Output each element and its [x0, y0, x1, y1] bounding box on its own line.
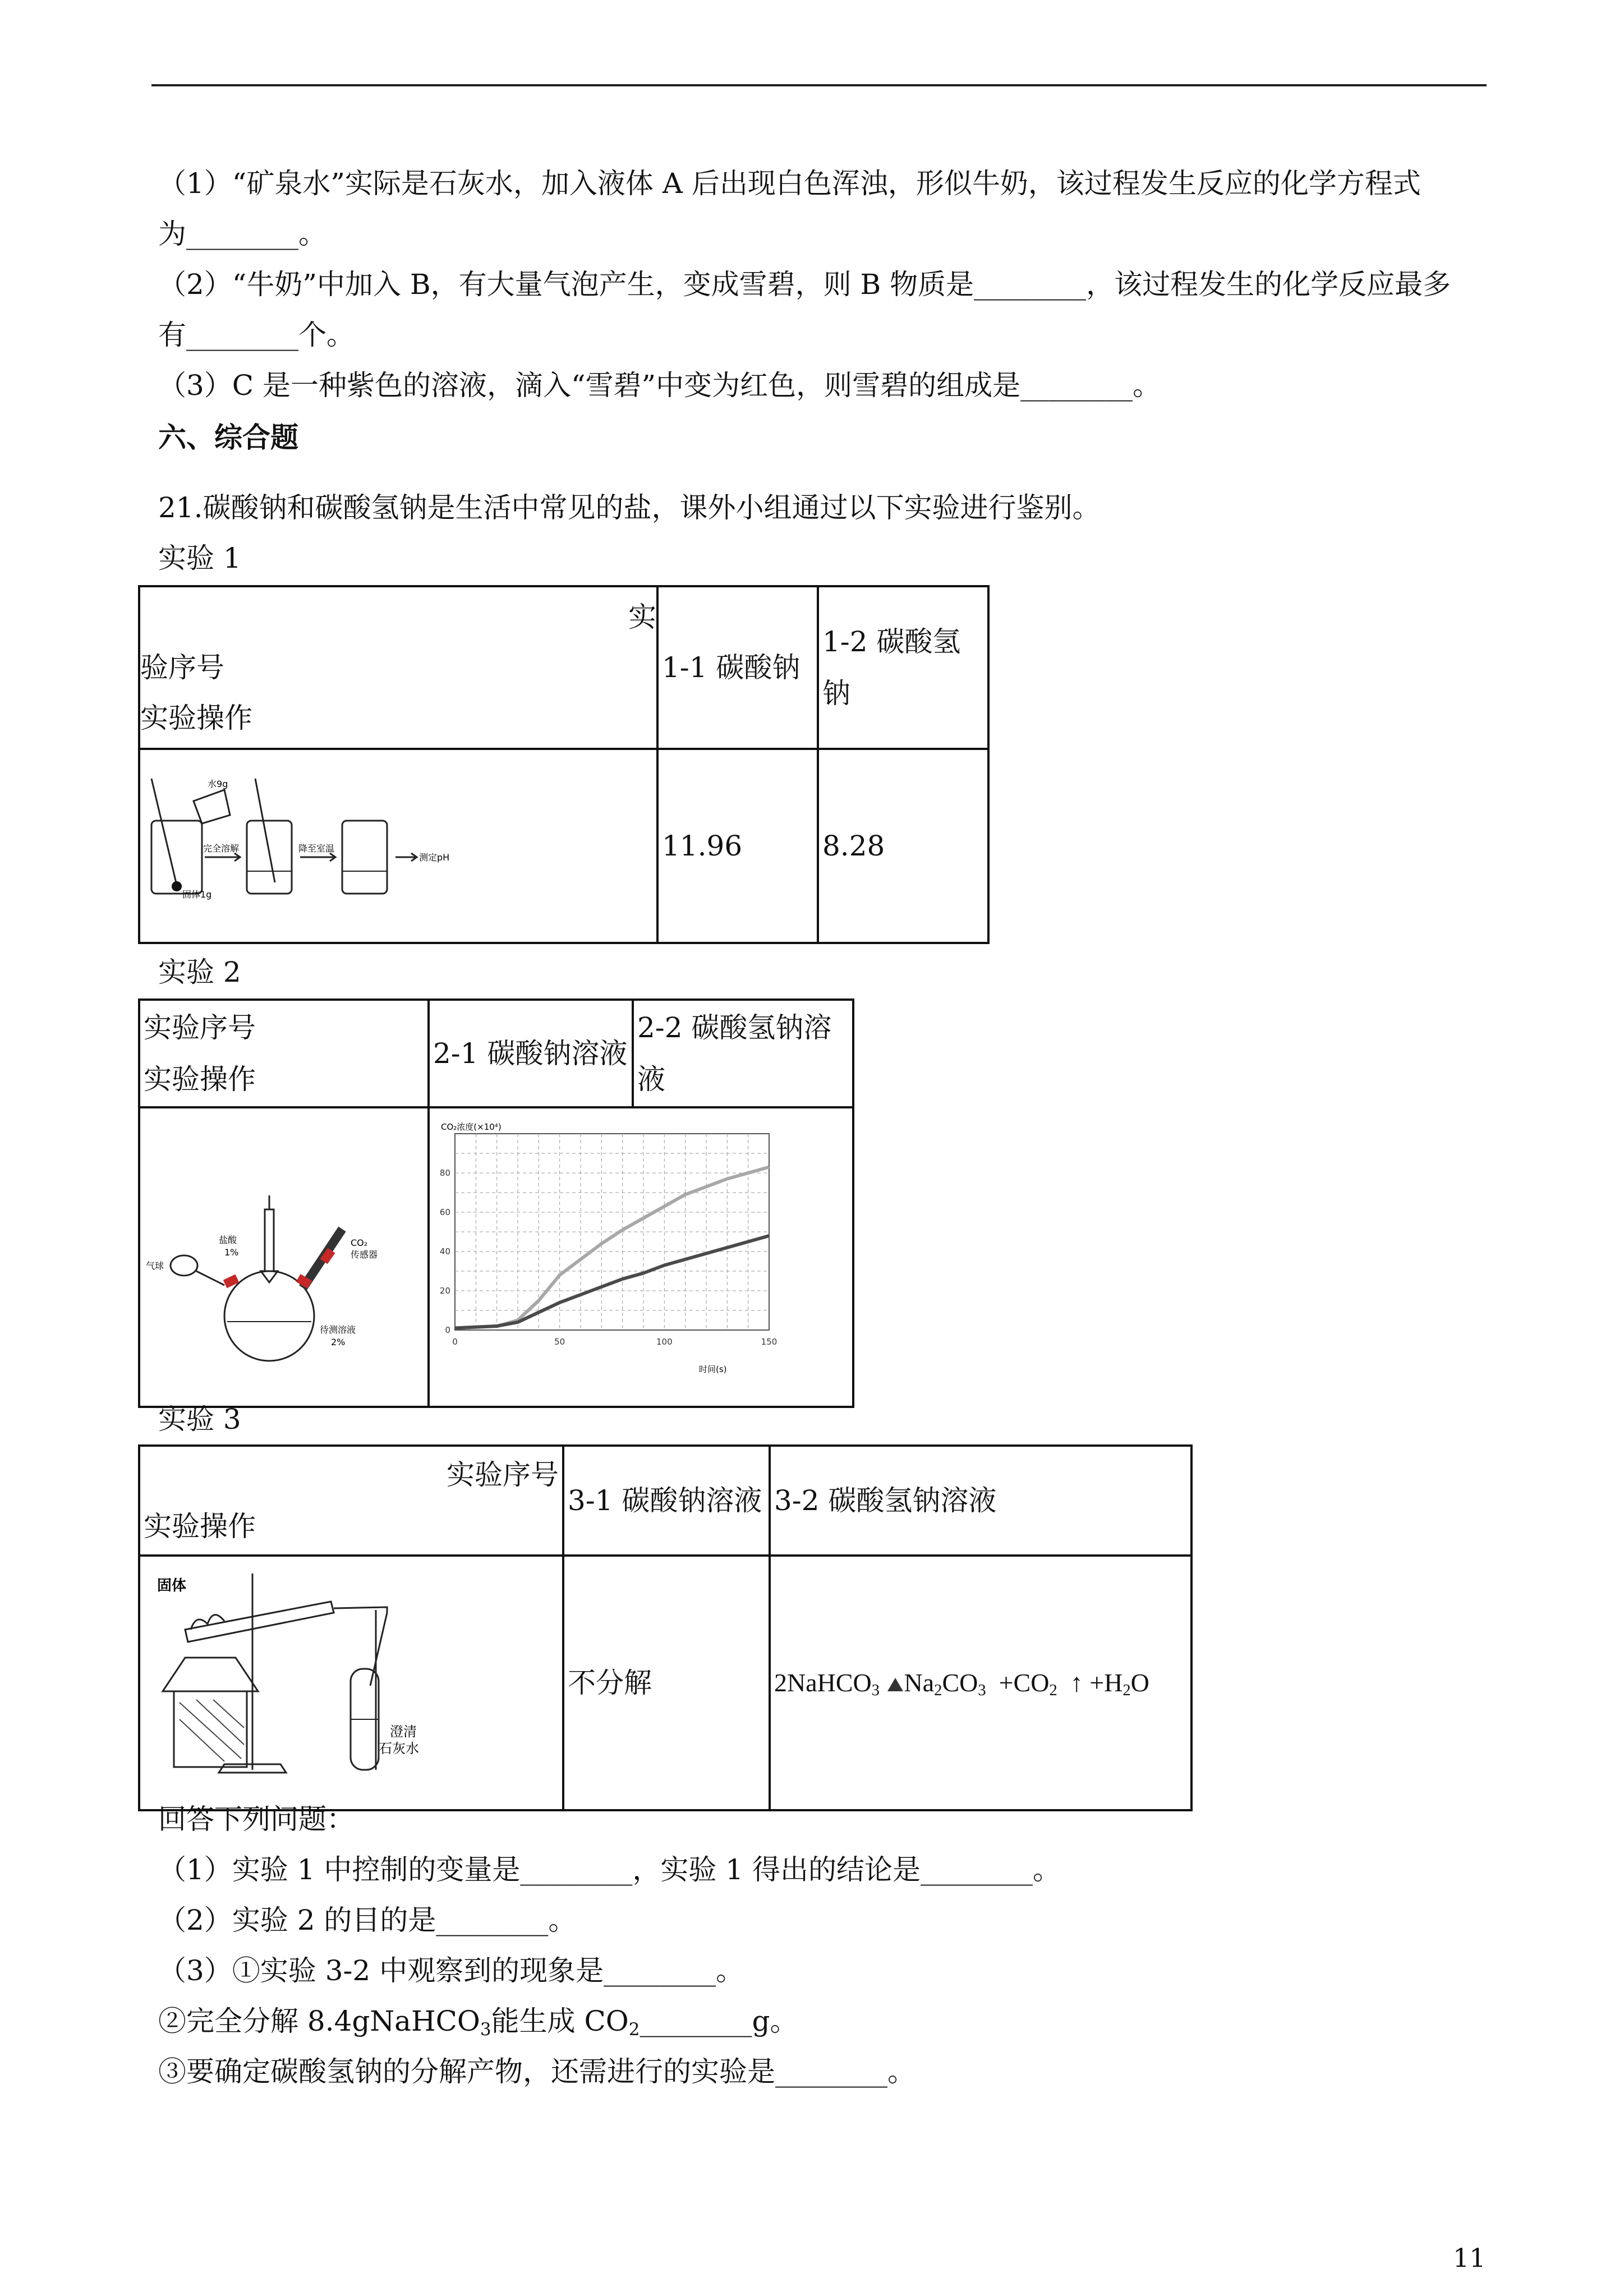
- page-number: 11: [1453, 2243, 1486, 2273]
- limewater-label-b: 石灰水: [379, 1741, 419, 1756]
- exp3-header-a: 实验序号: [447, 1458, 559, 1491]
- chart-y-title: CO₂浓度(×10⁴): [441, 1122, 502, 1132]
- y-tick-label: 40: [439, 1246, 450, 1257]
- prev-q1-line1: （1）“矿泉水”实际是石灰水，加入液体 A 后出现白色浑浊，形似牛奶，该过程发生反应的化学方程式: [158, 167, 1421, 200]
- prev-q1-line2: 为________。: [158, 218, 326, 250]
- balloon-label: 气球: [146, 1260, 164, 1271]
- exp3-solid-label: 固体: [157, 1577, 187, 1594]
- alcohol-lamp: [163, 1658, 258, 1691]
- eq-water: +H: [1089, 1668, 1123, 1697]
- dropping-funnel: [265, 1209, 274, 1271]
- sensor-label-a: CO₂: [351, 1237, 368, 1248]
- y-tick-label: 20: [439, 1286, 450, 1296]
- exp1-col1: 1-1 碳酸钠: [657, 586, 818, 749]
- exp3-header-cell: [139, 1446, 563, 1556]
- eq-sub: 2: [1049, 1682, 1057, 1700]
- y-tick-label: 60: [439, 1207, 450, 1217]
- sensor-label-b: 传感器: [351, 1249, 378, 1260]
- solution-label: 待测溶液: [320, 1324, 356, 1335]
- eq-co2: +CO: [999, 1668, 1050, 1697]
- series-line-2: [455, 1236, 769, 1328]
- answer-3-2: [158, 2007, 798, 2039]
- exp1-water-label: 水9g: [208, 779, 228, 790]
- x-tick-label: 150: [761, 1337, 778, 1347]
- water-beaker: [194, 790, 230, 823]
- co2-concentration-chart: [430, 1108, 845, 1389]
- exp3-col1: 3-1 碳酸钠溶液: [563, 1446, 770, 1556]
- top-rule: [151, 84, 1487, 86]
- answer-2: （2）实验 2 的目的是________。: [158, 1904, 577, 1936]
- exp1-dissolve-label: 完全溶解: [203, 843, 240, 854]
- eq-product1: Na: [904, 1668, 935, 1697]
- section-heading: 六、综合题: [158, 421, 298, 454]
- exp2-figure-cell: [139, 1107, 429, 1407]
- a3-2-pre: ②完全分解 8.4gNaHCO: [158, 2005, 480, 2037]
- glass-rod-1: [151, 779, 177, 885]
- exp2-col1: 2-1 碳酸钠溶液: [429, 1000, 633, 1107]
- exp1-header-cell: [139, 586, 657, 749]
- y-tick-label: 0: [445, 1325, 450, 1335]
- heat-triangle-icon: [887, 1678, 903, 1691]
- exp1-procedure-figure: [140, 767, 477, 908]
- limewater-label-a: 澄清: [390, 1724, 417, 1740]
- eq-water-tail: O: [1130, 1668, 1149, 1697]
- exp3-col2: 3-2 碳酸氢钠溶液: [770, 1446, 1191, 1556]
- chart-x-title: 时间(s): [699, 1364, 727, 1374]
- acid-label: 盐酸: [219, 1235, 237, 1245]
- exp1-col2: 1-2 碳酸氢钠: [818, 586, 988, 749]
- gas-arrow-icon: ↑: [1070, 1668, 1083, 1697]
- eq-sub: 2: [1122, 1682, 1131, 1700]
- x-tick-label: 0: [452, 1337, 458, 1347]
- balloon-tube: [196, 1271, 224, 1285]
- exp1-measure-label: 测定pH: [419, 852, 450, 863]
- x-tick-label: 50: [554, 1337, 565, 1347]
- prev-q2-line1: （2）“牛奶”中加入 B，有大量气泡产生，变成雪碧，则 B 物质是________，该过程发生的化学反应最多: [158, 268, 1451, 301]
- exp1-header-a: 实: [628, 601, 656, 633]
- solution-conc-label: 2%: [331, 1337, 346, 1347]
- exp1-settle-label: 降至室温: [298, 843, 335, 854]
- exp1-table: [138, 585, 990, 944]
- exp3-header-b: 实验操作: [144, 1510, 256, 1543]
- exp2-chart-cell: [429, 1107, 853, 1407]
- exp2-caption: 实验 2: [158, 956, 241, 988]
- exp3-equation: [770, 1556, 1191, 1810]
- solid-sample: [172, 881, 182, 891]
- answer-prompt: 回答下列问题：: [158, 1803, 355, 1835]
- exp2-apparatus-figure: [140, 1108, 421, 1389]
- exp1-figure-cell: [139, 749, 657, 943]
- exp1-solid-label: 固体1g: [182, 889, 212, 900]
- exp3-table: [138, 1444, 1193, 1811]
- exp3-caption: 实验 3: [158, 1403, 241, 1435]
- eq-sub: 3: [871, 1682, 880, 1700]
- exp2-header-a: 实验序号: [144, 1011, 256, 1044]
- answer-3-1: （3）①实验 3-2 中观察到的现象是________。: [158, 1954, 744, 1987]
- question21-intro: 21.碳酸钠和碳酸氢钠是生活中常见的盐，课外小组通过以下实验进行鉴别。: [158, 491, 1101, 524]
- x-tick-label: 100: [656, 1337, 673, 1347]
- exp3-value1: 不分解: [563, 1556, 770, 1810]
- answer-1: （1）实验 1 中控制的变量是________，实验 1 得出的结论是________。: [158, 1853, 1061, 1886]
- exp2-header-b: 实验操作: [144, 1063, 256, 1096]
- eq-product2: CO: [942, 1668, 978, 1697]
- balloon: [171, 1255, 197, 1276]
- prev-q2-line2: 有________个。: [158, 319, 355, 351]
- exp2-col2-b: 液: [637, 1063, 665, 1096]
- lamp-base: [174, 1691, 247, 1767]
- acid-conc-label: 1%: [224, 1247, 239, 1258]
- eq-sub: 3: [978, 1682, 986, 1700]
- exp3-heating-figure: [140, 1557, 555, 1792]
- exp2-col2-a: 2-2 碳酸氢钠溶: [637, 1011, 832, 1044]
- exp2-col2-cell: [633, 1000, 853, 1107]
- answer-3-3: ③要确定碳酸氢钠的分解产物，还需进行的实验是________。: [158, 2055, 915, 2088]
- a3-2-sub: 3: [480, 2019, 491, 2040]
- a3-2-post: ________g。: [640, 2005, 798, 2037]
- eq-reactant: 2NaHCO: [774, 1668, 872, 1697]
- eq-sub: 2: [934, 1682, 942, 1700]
- exp1-value2: 8.28: [818, 749, 988, 943]
- exp1-header-b: 验序号: [140, 651, 224, 684]
- exp2-table: [138, 999, 854, 1408]
- test-tube-heated: [185, 1602, 334, 1642]
- a3-2-mid: 能生成 CO: [491, 2005, 629, 2037]
- exp1-value1: 11.96: [657, 749, 818, 943]
- exp3-figure-cell: [139, 1556, 563, 1810]
- exp2-header-cell: [139, 1000, 429, 1107]
- exp1-header-c: 实验操作: [140, 702, 252, 734]
- a3-2-sub: 2: [628, 2019, 640, 2040]
- y-tick-label: 80: [439, 1168, 450, 1178]
- exp1-caption: 实验 1: [158, 542, 241, 574]
- prev-q3-line: （3）C 是一种紫色的溶液，滴入“雪碧”中变为红色，则雪碧的组成是________。: [158, 369, 1161, 402]
